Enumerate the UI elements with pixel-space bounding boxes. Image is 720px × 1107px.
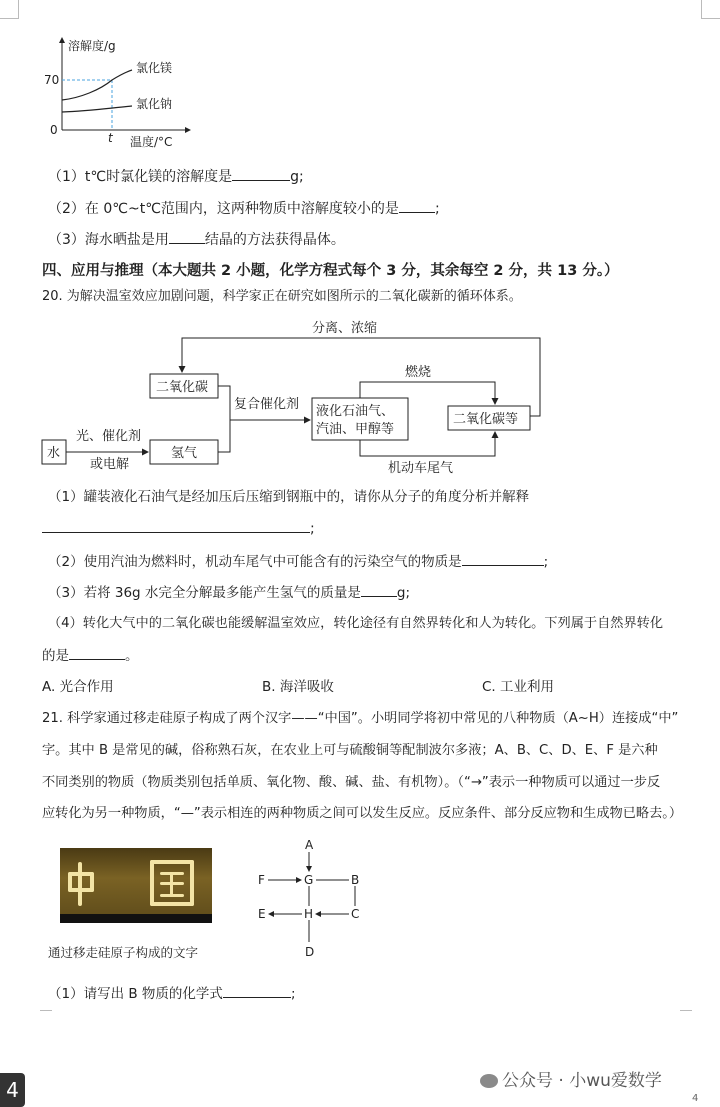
box-co2-etc-label: 二氧化碳等 bbox=[453, 412, 519, 427]
node-c: C bbox=[351, 907, 360, 921]
box-fuels-line1: 液化石油气、 bbox=[316, 404, 395, 419]
q20-part3: （3）若将 36g 水完全分解最多能产生氢气的质量是 g; bbox=[48, 582, 410, 603]
answer-blank[interactable] bbox=[169, 229, 205, 244]
q20-option-b[interactable]: B. 海洋吸收 bbox=[262, 679, 334, 695]
node-a: A bbox=[305, 838, 314, 852]
q21-part1: （1）请写出 B 物质的化学式 ; bbox=[48, 983, 296, 1004]
label-light-catalyst: 光、催化剂 bbox=[76, 429, 142, 444]
q20-part2: （2）使用汽油为燃料时，机动车尾气中可能含有的污染空气的物质是 ; bbox=[48, 551, 548, 572]
series-label-nacl: 氯化钠 bbox=[136, 97, 173, 111]
y-axis-label: 溶解度/g bbox=[68, 39, 116, 53]
series-label-mgcl2: 氯化镁 bbox=[136, 61, 173, 75]
q20-part4-line2: 的是 。 bbox=[42, 645, 139, 666]
co2-cycle-diagram bbox=[40, 312, 560, 482]
q20-option-c[interactable]: C. 工业利用 bbox=[482, 679, 555, 695]
box-co2-label: 二氧化碳 bbox=[156, 380, 209, 395]
q20-option-a[interactable]: A. 光合作用 bbox=[42, 679, 114, 695]
answer-blank[interactable] bbox=[462, 551, 544, 566]
series-line-nacl bbox=[62, 106, 132, 112]
q20-part1-answer: ; bbox=[42, 518, 315, 539]
q19-part3: （3）海水晒盐是用 结晶的方法获得晶体。 bbox=[48, 229, 345, 250]
q20-part4-line1: （4）转化大气中的二氧化碳也能缓解温室效应，转化途径有自然界转化和人为转化。下列属于自然界转化 bbox=[48, 616, 664, 631]
q20-part1: （1）罐装液化石油气是经加压后压缩到钢瓶中的，请你从分子的角度分析并解释 bbox=[48, 489, 530, 505]
label-electrolysis: 或电解 bbox=[90, 457, 130, 472]
solubility-chart bbox=[40, 28, 210, 153]
label-composite-catalyst: 复合催化剂 bbox=[234, 397, 300, 412]
corner-mark-top-left bbox=[0, 0, 19, 19]
corner-mark-top-right bbox=[701, 0, 720, 19]
node-f: F bbox=[258, 873, 265, 887]
answer-blank[interactable] bbox=[399, 198, 435, 213]
substance-network-diagram bbox=[250, 836, 380, 964]
answer-blank[interactable] bbox=[69, 645, 125, 660]
section-heading: 四、应用与推理（本大题共 2 小题，化学方程式每个 3 分，其余每空 2 分，共 13 分。） bbox=[42, 263, 619, 279]
node-d: D bbox=[305, 945, 315, 959]
connector-hydrogen bbox=[218, 420, 230, 452]
x-axis-label: 温度/°C bbox=[130, 135, 173, 149]
series-line-mgcl2 bbox=[62, 70, 132, 100]
answer-blank[interactable] bbox=[42, 518, 310, 533]
q19-part1: （1）t℃时氯化镁的溶解度是 g; bbox=[48, 166, 304, 187]
wechat-icon bbox=[480, 1074, 498, 1088]
node-h: H bbox=[304, 907, 314, 921]
answer-blank[interactable] bbox=[223, 983, 291, 998]
label-exhaust: 机动车尾气 bbox=[388, 461, 454, 476]
q20-intro: 20. 为解决温室效应加剧问题，科学家正在研究如图所示的二氧化碳新的循环体系。 bbox=[42, 289, 522, 304]
q19-part2: （2）在 0℃~t℃范围内，这两种物质中溶解度较小的是 ; bbox=[48, 198, 440, 219]
box-water-label: 水 bbox=[47, 446, 61, 461]
watermark: 公众号 · 小wu爱数学 bbox=[480, 1066, 662, 1091]
q21-line3: 不同类别的物质（物质类别包括单质、氧化物、酸、碱、盐、有机物）。（“→”表示一种物质可以通过一步反 bbox=[42, 775, 661, 790]
node-b: B bbox=[351, 873, 360, 887]
corner-mark-bottom-left bbox=[40, 1010, 52, 1029]
label-burning: 燃烧 bbox=[405, 365, 432, 380]
answer-blank[interactable] bbox=[361, 582, 397, 597]
y-tick-70: 70 bbox=[44, 73, 60, 87]
node-g: G bbox=[304, 873, 314, 887]
page-badge: 4 bbox=[0, 1073, 25, 1107]
node-e: E bbox=[258, 907, 266, 921]
photo-caption: 通过移走硅原子构成的文字 bbox=[48, 945, 199, 960]
box-hydrogen-label: 氢气 bbox=[171, 446, 198, 461]
label-separate-concentrate: 分离、浓缩 bbox=[312, 321, 378, 336]
silicon-atom-photo bbox=[60, 848, 212, 923]
answer-blank[interactable] bbox=[232, 166, 290, 181]
corner-mark-bottom-right bbox=[680, 1010, 692, 1029]
box-fuels-line2: 汽油、甲醇等 bbox=[316, 422, 395, 437]
y-tick-0: 0 bbox=[50, 123, 58, 137]
x-tick-t: t bbox=[108, 131, 113, 145]
q21-line4: 应转化为另一种物质，“—”表示相连的两种物质之间可以发生反应。反应条件、部分反应物和生成物已略去。） bbox=[42, 806, 683, 821]
q21-line1: 21. 科学家通过移走硅原子构成了两个汉字——“中国”。小明同学将初中常见的八种物质（A~H）连接成“中” bbox=[42, 711, 679, 726]
connector-co2 bbox=[218, 386, 230, 420]
q21-line2: 字。其中 B 是常见的碱，俗称熟石灰，在农业上可与硫酸铜等配制波尔多液；A、B、C、D、E、F 是六种 bbox=[42, 743, 658, 758]
page-number: 4 bbox=[692, 1093, 699, 1104]
